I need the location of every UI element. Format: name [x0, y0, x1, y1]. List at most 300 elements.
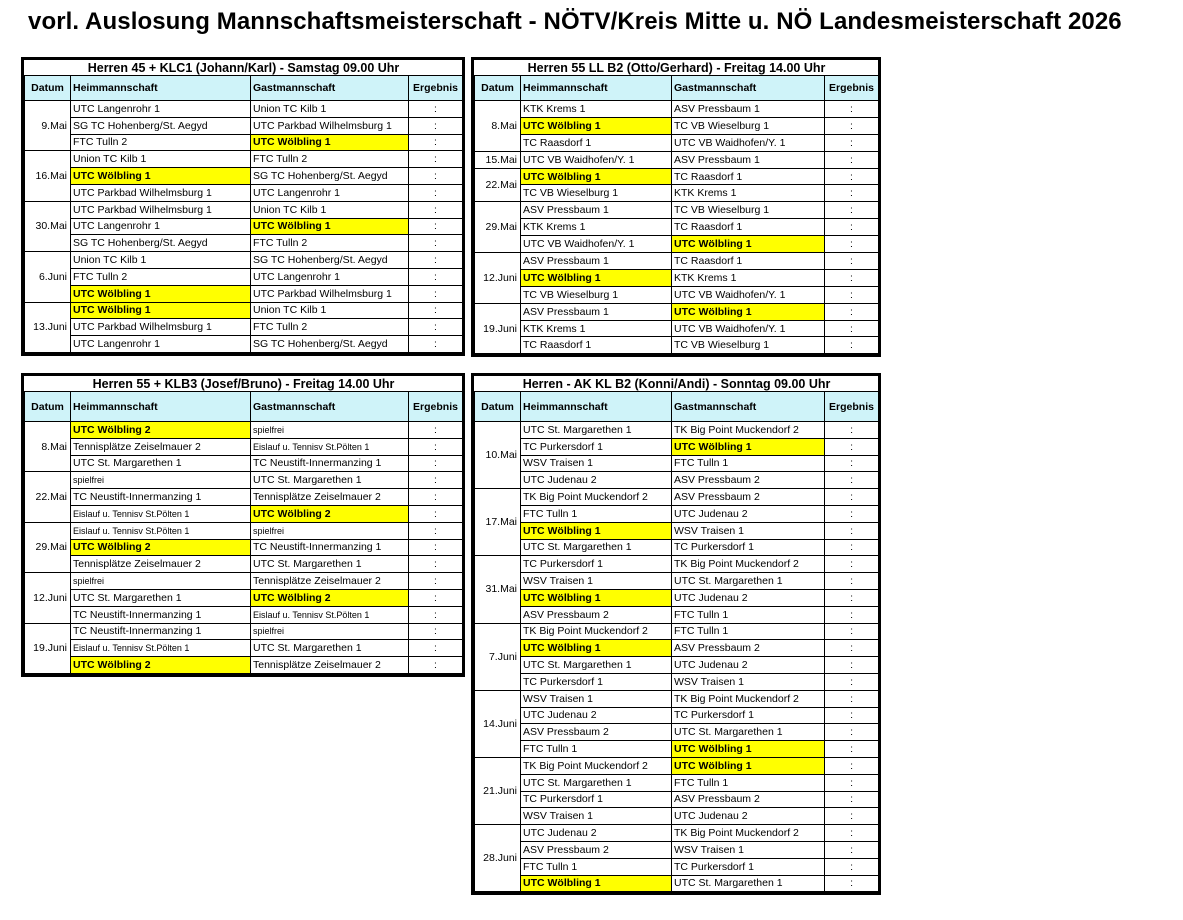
match-date: 30.Mai — [25, 201, 71, 251]
table-row — [25, 268, 463, 285]
match-result: : — [409, 184, 463, 201]
home-team: TK Big Point Muckendorf 2 — [521, 489, 672, 506]
guest-team: UTC St. Margarethen 1 — [672, 724, 825, 741]
guest-team: TK Big Point Muckendorf 2 — [672, 422, 825, 439]
guest-team: Eislauf u. Tennisv St.Pölten 1 — [251, 606, 409, 623]
match-result: : — [825, 707, 879, 724]
match-date: 10.Mai — [475, 422, 521, 489]
header-gastmannschaft: Gastmannschaft — [251, 392, 409, 422]
guest-team: UTC Wölbling 1 — [672, 757, 825, 774]
home-team: FTC Tulln 2 — [71, 134, 251, 151]
header-row — [475, 392, 879, 422]
match-result: : — [825, 472, 879, 489]
table-row — [25, 117, 463, 134]
match-date: 12.Juni — [25, 573, 71, 623]
match-date: 22.Mai — [25, 472, 71, 522]
match-result: : — [409, 438, 463, 455]
match-date: 29.Mai — [475, 202, 521, 253]
table-row — [25, 285, 463, 302]
match-result: : — [409, 101, 463, 118]
home-team: Tennisplätze Zeiselmauer 2 — [71, 556, 251, 573]
match-result: : — [409, 302, 463, 319]
guest-team: Tennisplätze Zeiselmauer 2 — [251, 657, 409, 674]
header-ergebnis: Ergebnis — [825, 392, 879, 422]
match-result: : — [825, 219, 879, 236]
match-result: : — [409, 455, 463, 472]
home-team: TC Raasdorf 1 — [521, 337, 672, 354]
table-row — [475, 640, 879, 657]
home-team: Union TC Kilb 1 — [71, 252, 251, 269]
home-team: ASV Pressbaum 1 — [521, 253, 672, 270]
table-row — [475, 438, 879, 455]
guest-team: UTC St. Margarethen 1 — [251, 556, 409, 573]
table-row — [25, 218, 463, 235]
header-heimmannschaft: Heimmannschaft — [521, 392, 672, 422]
table-row — [475, 707, 879, 724]
table-row — [25, 101, 463, 118]
table-row — [25, 151, 463, 168]
match-date: 19.Juni — [475, 303, 521, 354]
table-row — [475, 134, 879, 151]
guest-team: WSV Traisen 1 — [672, 673, 825, 690]
guest-team: Tennisplätze Zeiselmauer 2 — [251, 573, 409, 590]
home-team: UTC St. Margarethen 1 — [71, 589, 251, 606]
home-team: ASV Pressbaum 2 — [521, 606, 672, 623]
header-gastmannschaft: Gastmannschaft — [251, 76, 409, 101]
header-datum: Datum — [25, 392, 71, 422]
guest-team: UTC St. Margarethen 1 — [672, 573, 825, 590]
table-row — [25, 489, 463, 506]
table-row — [25, 336, 463, 353]
table-row — [25, 235, 463, 252]
match-result: : — [825, 185, 879, 202]
guest-team: TC VB Wieselburg 1 — [672, 117, 825, 134]
home-team: UTC Langenrohr 1 — [71, 218, 251, 235]
table-row — [475, 269, 879, 286]
table-row — [475, 337, 879, 354]
guest-team: TC Purkersdorf 1 — [672, 858, 825, 875]
match-result: : — [825, 606, 879, 623]
home-team: UTC Judenau 2 — [521, 825, 672, 842]
match-result: : — [409, 472, 463, 489]
match-date: 14.Juni — [475, 690, 521, 757]
home-team: UTC Langenrohr 1 — [71, 336, 251, 353]
guest-team: WSV Traisen 1 — [672, 522, 825, 539]
home-team: UTC Wölbling 1 — [521, 875, 672, 892]
match-date: 19.Juni — [25, 623, 71, 673]
match-date: 21.Juni — [475, 757, 521, 824]
match-result: : — [825, 168, 879, 185]
guest-team: TC Raasdorf 1 — [672, 168, 825, 185]
table-row — [475, 505, 879, 522]
match-result: : — [409, 151, 463, 168]
home-team: UTC Wölbling 2 — [71, 657, 251, 674]
match-result: : — [825, 236, 879, 253]
table-row — [25, 455, 463, 472]
table-row — [25, 319, 463, 336]
match-result: : — [825, 640, 879, 657]
schedule-herren-55-klb3 — [21, 373, 465, 677]
match-result: : — [409, 573, 463, 590]
header-datum: Datum — [475, 392, 521, 422]
match-result: : — [825, 791, 879, 808]
table-title: Herren 55 LL B2 (Otto/Gerhard) - Freitag 14.00 Uhr — [475, 60, 879, 76]
guest-team: UTC Wölbling 1 — [251, 134, 409, 151]
match-result: : — [825, 337, 879, 354]
table-row — [475, 825, 879, 842]
table-row — [475, 522, 879, 539]
home-team: KTK Krems 1 — [521, 320, 672, 337]
guest-team: UTC Wölbling 1 — [672, 438, 825, 455]
table-row — [475, 422, 879, 439]
home-team: UTC St. Margarethen 1 — [71, 455, 251, 472]
match-result: : — [825, 320, 879, 337]
table-row — [475, 303, 879, 320]
home-team: Eislauf u. Tennisv St.Pölten 1 — [71, 505, 251, 522]
header-row — [25, 392, 463, 422]
guest-team: UTC Judenau 2 — [672, 505, 825, 522]
schedule-table — [474, 60, 879, 354]
table-row — [475, 472, 879, 489]
match-date: 8.Mai — [475, 101, 521, 152]
guest-team: FTC Tulln 1 — [672, 623, 825, 640]
match-result: : — [409, 252, 463, 269]
guest-team: TC Raasdorf 1 — [672, 219, 825, 236]
home-team: UTC Judenau 2 — [521, 472, 672, 489]
match-result: : — [409, 285, 463, 302]
guest-team: UTC Wölbling 1 — [672, 236, 825, 253]
table-row — [25, 505, 463, 522]
guest-team: UTC Judenau 2 — [672, 808, 825, 825]
schedule-herren-55-ll-b2 — [471, 57, 881, 357]
table-row — [25, 522, 463, 539]
table-row — [25, 573, 463, 590]
table-row — [25, 556, 463, 573]
match-result: : — [409, 319, 463, 336]
table-row — [25, 623, 463, 640]
home-team: TC Neustift-Innermanzing 1 — [71, 606, 251, 623]
table-row — [25, 438, 463, 455]
home-team: WSV Traisen 1 — [521, 690, 672, 707]
match-date: 29.Mai — [25, 522, 71, 572]
guest-team: UTC Wölbling 1 — [672, 303, 825, 320]
table-row — [475, 539, 879, 556]
match-result: : — [825, 573, 879, 590]
home-team: UTC St. Margarethen 1 — [521, 774, 672, 791]
home-team: UTC VB Waidhofen/Y. 1 — [521, 236, 672, 253]
home-team: UTC Wölbling 1 — [521, 640, 672, 657]
table-row — [25, 539, 463, 556]
home-team: UTC Parkbad Wilhelmsburg 1 — [71, 201, 251, 218]
match-result: : — [825, 808, 879, 825]
table-row — [25, 640, 463, 657]
table-row — [475, 236, 879, 253]
guest-team: TC Raasdorf 1 — [672, 253, 825, 270]
home-team: FTC Tulln 1 — [521, 858, 672, 875]
home-team: ASV Pressbaum 1 — [521, 303, 672, 320]
table-row — [25, 606, 463, 623]
match-result: : — [825, 657, 879, 674]
match-result: : — [825, 741, 879, 758]
match-result: : — [409, 623, 463, 640]
home-team: UTC VB Waidhofen/Y. 1 — [521, 151, 672, 168]
table-row — [475, 808, 879, 825]
guest-team: Union TC Kilb 1 — [251, 201, 409, 218]
header-datum: Datum — [475, 76, 521, 101]
table-row — [475, 455, 879, 472]
home-team: UTC St. Margarethen 1 — [521, 657, 672, 674]
table-row — [475, 875, 879, 892]
match-result: : — [825, 286, 879, 303]
guest-team: UTC Parkbad Wilhelmsburg 1 — [251, 117, 409, 134]
table-row — [475, 151, 879, 168]
match-result: : — [409, 657, 463, 674]
guest-team: FTC Tulln 1 — [672, 455, 825, 472]
guest-team: spielfrei — [251, 522, 409, 539]
header-ergebnis: Ergebnis — [825, 76, 879, 101]
header-heimmannschaft: Heimmannschaft — [71, 392, 251, 422]
schedule-table — [24, 376, 463, 674]
home-team: WSV Traisen 1 — [521, 455, 672, 472]
home-team: UTC Wölbling 1 — [71, 168, 251, 185]
table-row — [475, 841, 879, 858]
home-team: Tennisplätze Zeiselmauer 2 — [71, 438, 251, 455]
match-result: : — [825, 117, 879, 134]
home-team: SG TC Hohenberg/St. Aegyd — [71, 117, 251, 134]
header-gastmannschaft: Gastmannschaft — [672, 76, 825, 101]
match-date: 6.Juni — [25, 252, 71, 302]
table-row — [475, 253, 879, 270]
table-row — [475, 657, 879, 674]
guest-team: Union TC Kilb 1 — [251, 101, 409, 118]
home-team: UTC Wölbling 2 — [71, 422, 251, 439]
match-result: : — [825, 858, 879, 875]
table-row — [475, 741, 879, 758]
match-result: : — [825, 825, 879, 842]
header-heimmannschaft: Heimmannschaft — [521, 76, 672, 101]
guest-team: FTC Tulln 2 — [251, 151, 409, 168]
table-row — [475, 791, 879, 808]
guest-team: KTK Krems 1 — [672, 185, 825, 202]
table-row — [475, 286, 879, 303]
guest-team: TK Big Point Muckendorf 2 — [672, 690, 825, 707]
match-result: : — [825, 303, 879, 320]
guest-team: UTC St. Margarethen 1 — [251, 640, 409, 657]
match-date: 7.Juni — [475, 623, 521, 690]
match-result: : — [825, 539, 879, 556]
match-date: 8.Mai — [25, 422, 71, 472]
match-result: : — [825, 422, 879, 439]
guest-team: SG TC Hohenberg/St. Aegyd — [251, 168, 409, 185]
home-team: TC Purkersdorf 1 — [521, 673, 672, 690]
home-team: WSV Traisen 1 — [521, 573, 672, 590]
home-team: TC VB Wieselburg 1 — [521, 185, 672, 202]
guest-team: TC Neustift-Innermanzing 1 — [251, 539, 409, 556]
home-team: Union TC Kilb 1 — [71, 151, 251, 168]
match-result: : — [825, 757, 879, 774]
match-result: : — [409, 168, 463, 185]
guest-team: UTC St. Margarethen 1 — [251, 472, 409, 489]
match-result: : — [825, 202, 879, 219]
home-team: UTC Wölbling 1 — [71, 285, 251, 302]
table-title: Herren - AK KL B2 (Konni/Andi) - Sonntag 09.00 Uhr — [475, 376, 879, 392]
guest-team: UTC St. Margarethen 1 — [672, 875, 825, 892]
guest-team: TC VB Wieselburg 1 — [672, 202, 825, 219]
home-team: UTC Wölbling 1 — [521, 589, 672, 606]
schedule-table — [24, 60, 463, 353]
guest-team: ASV Pressbaum 2 — [672, 472, 825, 489]
guest-team: WSV Traisen 1 — [672, 841, 825, 858]
match-result: : — [409, 268, 463, 285]
table-row — [475, 606, 879, 623]
header-datum: Datum — [25, 76, 71, 101]
match-result: : — [409, 134, 463, 151]
guest-team: ASV Pressbaum 1 — [672, 101, 825, 118]
home-team: TC VB Wieselburg 1 — [521, 286, 672, 303]
guest-team: ASV Pressbaum 1 — [672, 151, 825, 168]
guest-team: UTC Wölbling 2 — [251, 505, 409, 522]
home-team: KTK Krems 1 — [521, 101, 672, 118]
match-date: 31.Mai — [475, 556, 521, 623]
home-team: UTC Judenau 2 — [521, 707, 672, 724]
home-team: UTC Wölbling 1 — [521, 522, 672, 539]
table-row — [475, 556, 879, 573]
guest-team: Tennisplätze Zeiselmauer 2 — [251, 489, 409, 506]
guest-team: UTC Wölbling 1 — [251, 218, 409, 235]
table-row — [25, 201, 463, 218]
match-result: : — [409, 539, 463, 556]
match-result: : — [409, 117, 463, 134]
home-team: TC Purkersdorf 1 — [521, 556, 672, 573]
table-row — [475, 673, 879, 690]
table-row — [25, 472, 463, 489]
guest-team: Union TC Kilb 1 — [251, 302, 409, 319]
match-date: 22.Mai — [475, 168, 521, 202]
home-team: Eislauf u. Tennisv St.Pölten 1 — [71, 640, 251, 657]
guest-team: TC Neustift-Innermanzing 1 — [251, 455, 409, 472]
table-row — [25, 168, 463, 185]
match-result: : — [825, 841, 879, 858]
guest-team: SG TC Hohenberg/St. Aegyd — [251, 252, 409, 269]
match-result: : — [409, 336, 463, 353]
match-result: : — [825, 724, 879, 741]
match-date: 17.Mai — [475, 489, 521, 556]
match-result: : — [825, 151, 879, 168]
home-team: TC Neustift-Innermanzing 1 — [71, 489, 251, 506]
home-team: UTC St. Margarethen 1 — [521, 539, 672, 556]
header-row — [25, 76, 463, 101]
home-team: SG TC Hohenberg/St. Aegyd — [71, 235, 251, 252]
table-row — [25, 302, 463, 319]
home-team: UTC Parkbad Wilhelmsburg 1 — [71, 184, 251, 201]
table-title: Herren 55 + KLB3 (Josef/Bruno) - Freitag 14.00 Uhr — [25, 376, 463, 392]
table-row — [25, 589, 463, 606]
guest-team: UTC VB Waidhofen/Y. 1 — [672, 134, 825, 151]
match-date: 13.Juni — [25, 302, 71, 352]
home-team: UTC Parkbad Wilhelmsburg 1 — [71, 319, 251, 336]
header-row — [475, 76, 879, 101]
match-result: : — [825, 556, 879, 573]
table-row — [25, 184, 463, 201]
home-team: ASV Pressbaum 2 — [521, 841, 672, 858]
match-result: : — [409, 505, 463, 522]
match-result: : — [409, 522, 463, 539]
table-row — [475, 623, 879, 640]
guest-team: KTK Krems 1 — [672, 269, 825, 286]
match-result: : — [825, 690, 879, 707]
guest-team: UTC VB Waidhofen/Y. 1 — [672, 286, 825, 303]
match-result: : — [409, 201, 463, 218]
guest-team: ASV Pressbaum 2 — [672, 791, 825, 808]
table-row — [475, 101, 879, 118]
guest-team: spielfrei — [251, 623, 409, 640]
table-row — [475, 757, 879, 774]
match-date: 28.Juni — [475, 825, 521, 892]
home-team: ASV Pressbaum 2 — [521, 724, 672, 741]
table-row — [475, 690, 879, 707]
home-team: TK Big Point Muckendorf 2 — [521, 757, 672, 774]
match-result: : — [409, 422, 463, 439]
guest-team: FTC Tulln 1 — [672, 774, 825, 791]
guest-team: UTC Langenrohr 1 — [251, 184, 409, 201]
table-row — [475, 202, 879, 219]
match-result: : — [825, 489, 879, 506]
guest-team: UTC Langenrohr 1 — [251, 268, 409, 285]
guest-team: TC Purkersdorf 1 — [672, 539, 825, 556]
table-title: Herren 45 + KLC1 (Johann/Karl) - Samstag 09.00 Uhr — [25, 60, 463, 76]
match-result: : — [409, 640, 463, 657]
guest-team: ASV Pressbaum 2 — [672, 640, 825, 657]
match-date: 15.Mai — [475, 151, 521, 168]
table-row — [475, 219, 879, 236]
match-result: : — [825, 875, 879, 892]
table-row — [25, 657, 463, 674]
table-row — [475, 117, 879, 134]
table-row — [475, 320, 879, 337]
guest-team: SG TC Hohenberg/St. Aegyd — [251, 336, 409, 353]
home-team: UTC Wölbling 1 — [521, 269, 672, 286]
table-row — [475, 489, 879, 506]
guest-team: ASV Pressbaum 2 — [672, 489, 825, 506]
home-team: TK Big Point Muckendorf 2 — [521, 623, 672, 640]
match-result: : — [825, 134, 879, 151]
match-result: : — [825, 505, 879, 522]
home-team: KTK Krems 1 — [521, 219, 672, 236]
guest-team: TC VB Wieselburg 1 — [672, 337, 825, 354]
home-team: FTC Tulln 2 — [71, 268, 251, 285]
match-result: : — [409, 218, 463, 235]
guest-team: FTC Tulln 1 — [672, 606, 825, 623]
home-team: TC Purkersdorf 1 — [521, 438, 672, 455]
home-team: UTC Wölbling 1 — [521, 117, 672, 134]
home-team: WSV Traisen 1 — [521, 808, 672, 825]
guest-team: spielfrei — [251, 422, 409, 439]
match-result: : — [825, 522, 879, 539]
match-result: : — [409, 489, 463, 506]
page-title: vorl. Auslosung Mannschaftsmeisterschaft - NÖTV/Kreis Mitte u. NÖ Landesmeisterschaft 2026 — [28, 8, 1122, 35]
home-team: TC Raasdorf 1 — [521, 134, 672, 151]
guest-team: UTC Judenau 2 — [672, 589, 825, 606]
table-row — [475, 168, 879, 185]
match-result: : — [409, 606, 463, 623]
match-result: : — [825, 253, 879, 270]
table-row — [475, 774, 879, 791]
match-result: : — [825, 101, 879, 118]
home-team: UTC St. Margarethen 1 — [521, 422, 672, 439]
home-team: UTC Wölbling 1 — [71, 302, 251, 319]
table-row — [475, 724, 879, 741]
header-heimmannschaft: Heimmannschaft — [71, 76, 251, 101]
